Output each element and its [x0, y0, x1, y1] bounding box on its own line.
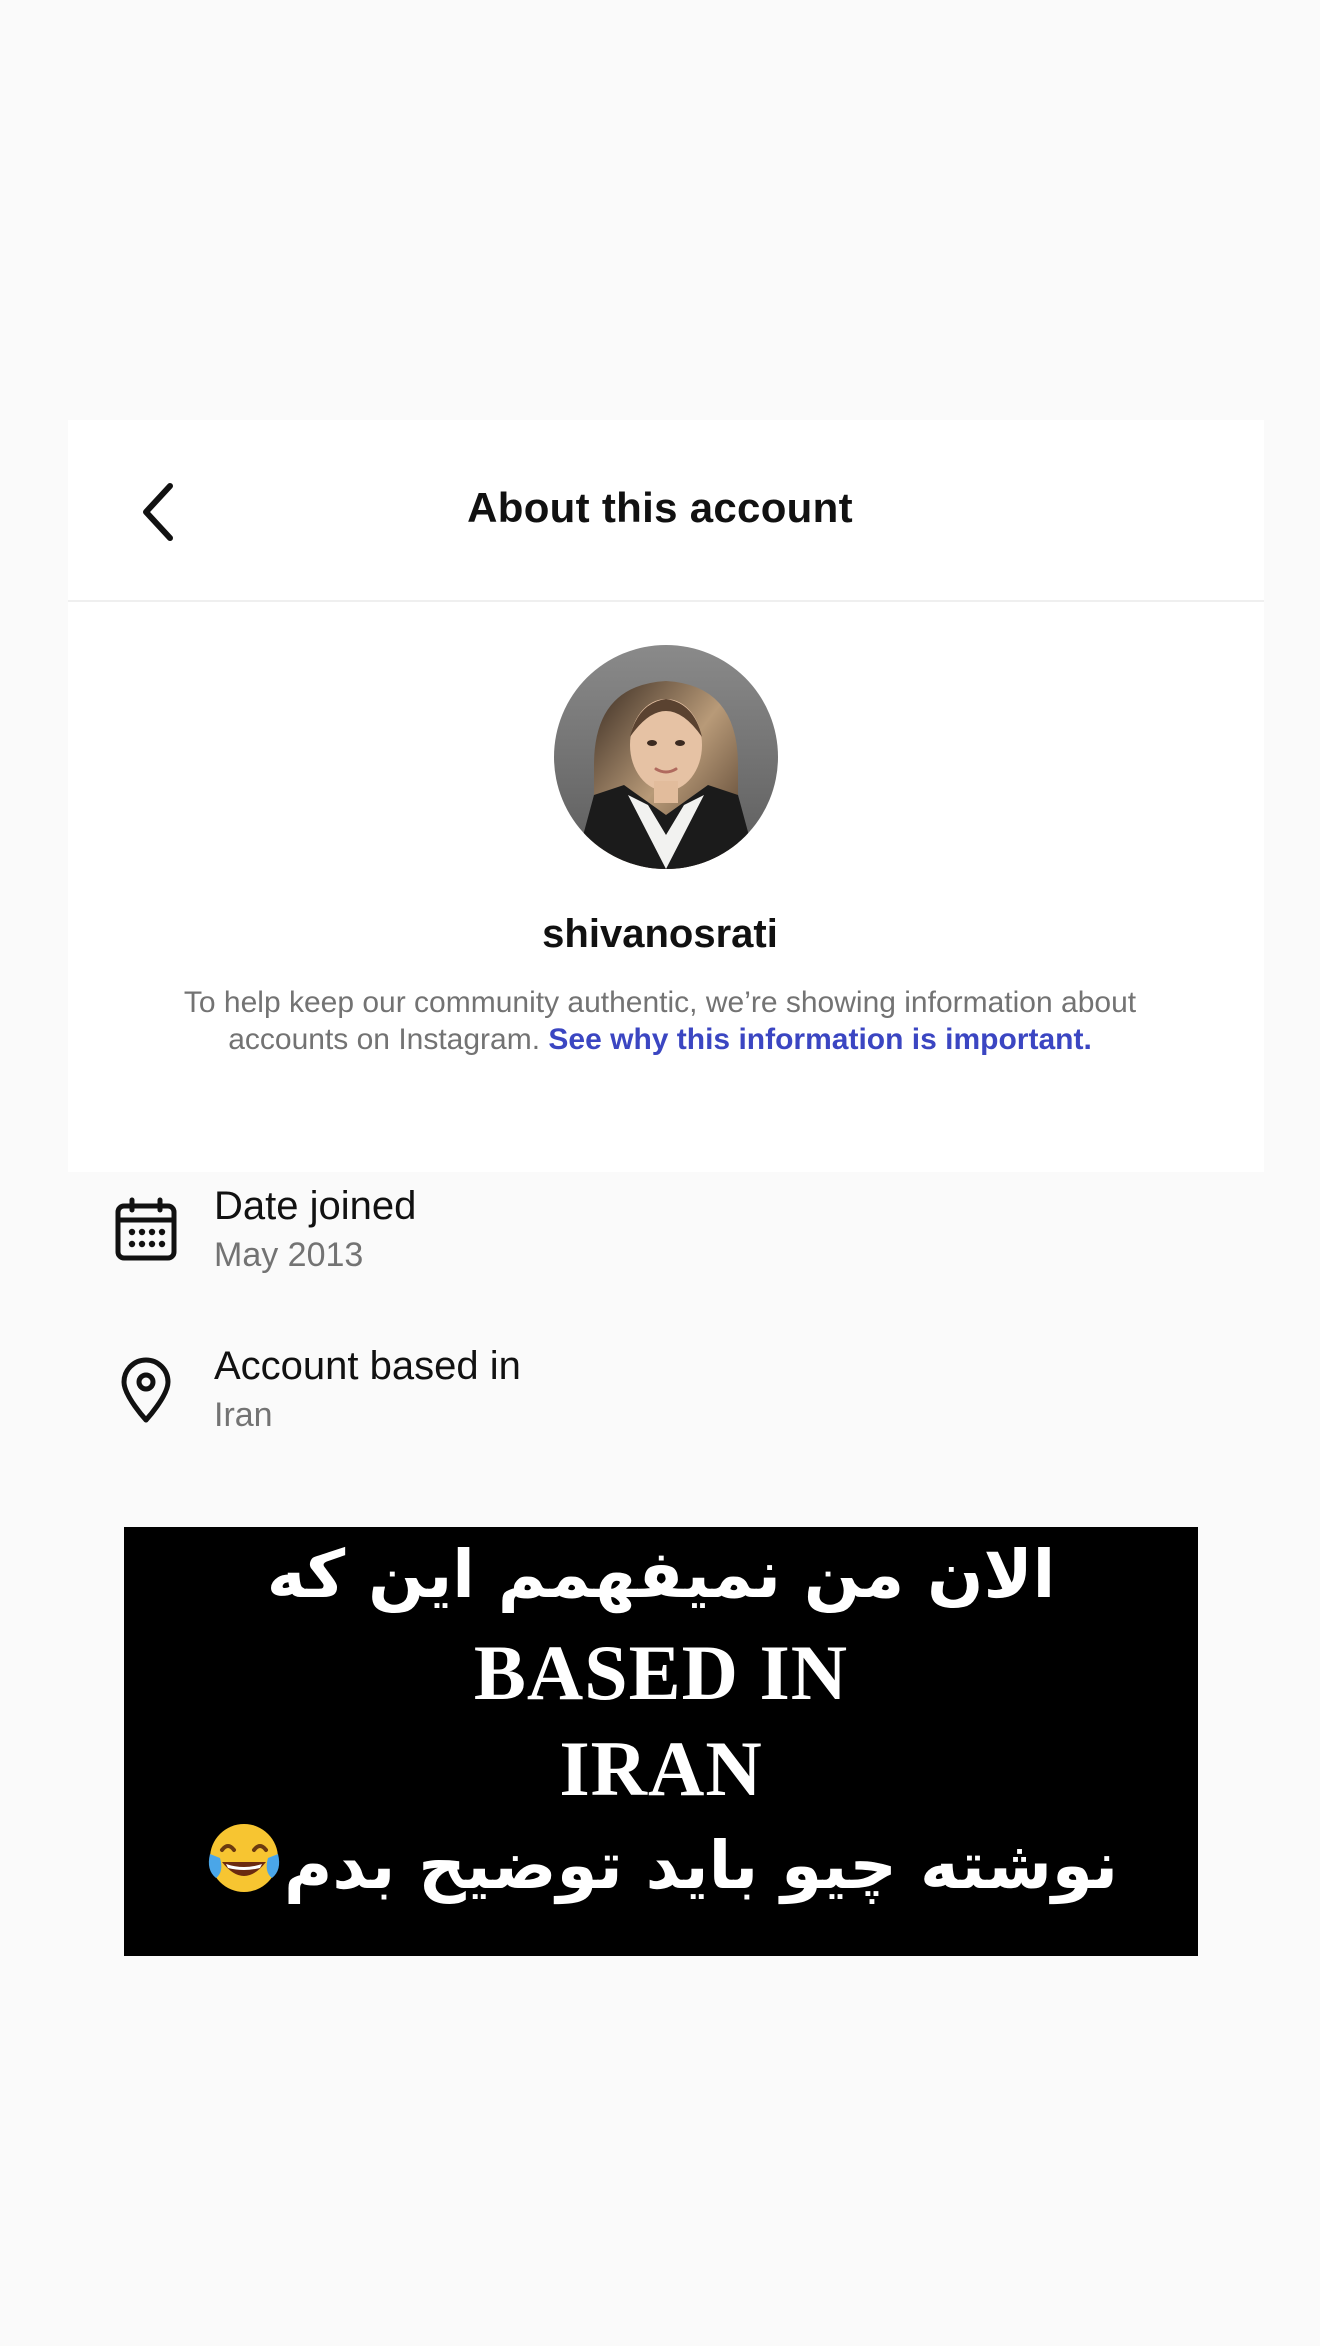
info-link[interactable]: See why this information is important. [548, 1023, 1092, 1056]
date-joined-label: Date joined [214, 1184, 417, 1228]
calendar-icon [112, 1196, 180, 1264]
caption-line-4-text: نوشته چیو باید توضیح بدم [283, 1827, 1119, 1904]
account-based-in-value: Iran [214, 1396, 273, 1434]
avatar [554, 645, 778, 869]
username: shivanosrati [542, 912, 778, 956]
account-based-in-label: Account based in [214, 1344, 521, 1388]
face-with-tears-of-joy-icon [204, 1818, 284, 1898]
info-text [170, 984, 1150, 1058]
info-description: To help keep our community authentic, we’re showing information about accounts on Instagram. [183, 986, 1137, 1056]
caption-line-3: IRAN [559, 1725, 763, 1812]
caption-line-2: BASED IN [473, 1629, 849, 1716]
caption-line-1: الان من نمیفهمم این که [266, 1536, 1056, 1613]
page-title: About this account [467, 484, 853, 531]
caption-line-4 [124, 1818, 1198, 1904]
location-pin-icon [112, 1356, 180, 1424]
date-joined-value: May 2013 [214, 1236, 364, 1274]
